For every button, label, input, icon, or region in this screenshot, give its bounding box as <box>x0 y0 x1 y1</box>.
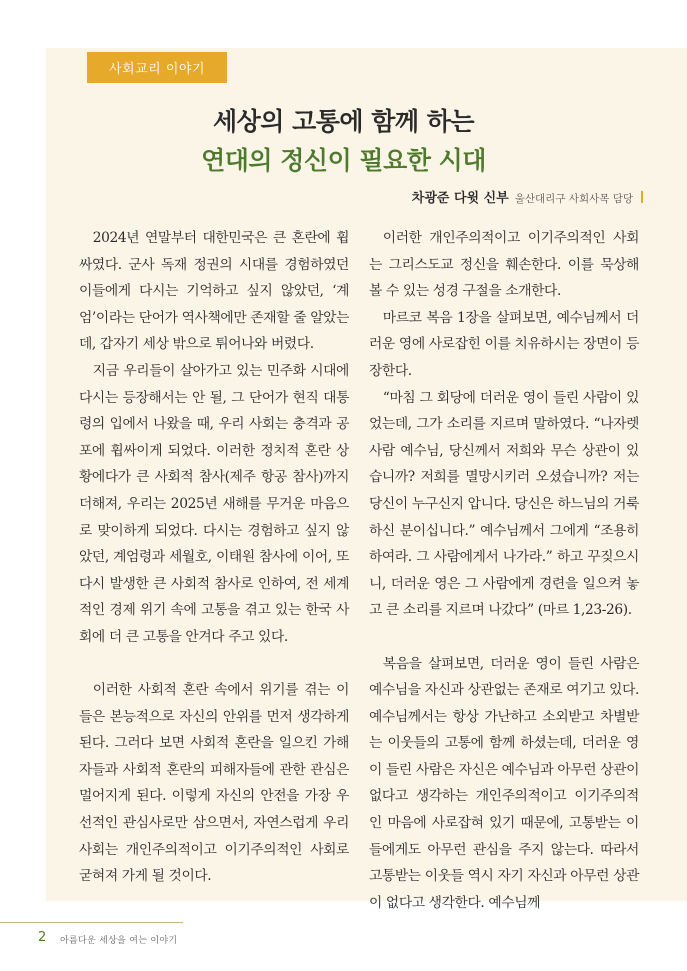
paragraph: 복음을 살펴보면, 더러운 영이 들린 사람은 예수님을 자신과 상관없는 존재로 여기고 있다. 예수님께서는 항상 가난하고 소외받고 차별받는 이웃들의 고통에 함께 하셨는데, 더러운 영이 들린 사람은 자신은 예수님과 아무런 상관이 없다고 생각하는 개인주의적이고 이기주의적인 마음에 사로잡혀 있기 때문에, 고통받는 이들에게도 아무런 관심을 주지 않는다. 따라서 고통받는 이웃들 역시 자기 자신과 아무런 상관이 없다고 생각한다. 예수님께 <box>369 655 639 911</box>
paragraph: 이러한 사회적 혼란 속에서 위기를 겪는 이들은 본능적으로 자신의 안위를 먼저 생각하게 된다. 그러다 보면 사회적 혼란을 일으킨 가해자들과 사회적 혼란의 피해자들에 관한 관심은 멀어지게 된다. 이렇게 자신의 안전을 가장 우선적인 관심사로만 삼으면서, 자연스럽게 우리 사회는 개인주의적이고 이기주의적인 사회로 굳혀져 가게 될 것이다. <box>79 682 349 885</box>
article-title-line-1: 세상의 고통에 함께 하는 <box>212 107 475 136</box>
article-title-line-2: 연대의 정신이 필요한 시대 <box>201 146 486 175</box>
page-number: 2 <box>38 930 47 945</box>
paragraph: 마르코 복음 1장을 살펴보면, 예수님께서 더러운 영에 사로잡힌 이를 치유하시는 장면이 등장한다. <box>369 309 639 379</box>
section-tag: 사회교리 이야기 <box>87 52 227 83</box>
publication-title: 아름다운 세상을 여는 이야기 <box>60 936 178 946</box>
byline-accent-bar <box>641 191 643 203</box>
footer-rule <box>0 922 183 923</box>
paragraph: “마침 그 회당에 더러운 영이 들린 사람이 있었는데, 그가 소리를 지르며 말하였다. “나자렛 사람 예수님, 당신께서 저희와 무슨 상관이 있습니까? 저희를 멸망시키러 오셨습니까? 저는 당신이 누구신지 압니다. 당신은 하느님의 거룩하신 분이십니다.” 예수님께서 그에게 “조용히 하여라. 그 사람에게서 나가라.” 하고 꾸짖으시니, 더러운 영은 그 사람에게 경련을 일으켜 놓고 큰 소리를 지르며 나갔다” (마르 1,23-26). <box>369 389 639 619</box>
paragraph: 이러한 개인주의적이고 이기주의적인 사회는 그리스도교 정신을 훼손한다. 이를 묵상해 볼 수 있는 성경 구절을 소개한다. <box>369 230 639 300</box>
author-role: 울산대리구 사회사목 담당 <box>514 193 633 205</box>
author-name: 차광준 다윗 신부 <box>411 191 509 206</box>
paragraph-gap <box>79 651 349 678</box>
paragraph: 2024년 연말부터 대한민국은 큰 혼란에 휩싸였다. 군사 독재 정권의 시대를 경험하였던 이들에게 다시는 기억하고 싶지 않았던, ‘계엄’이라는 단어가 역사책에만 존재할 줄 알았는데, 갑자기 세상 밖으로 튀어나와 버렸다. <box>79 230 349 353</box>
left-column <box>79 225 349 890</box>
right-column <box>369 225 639 916</box>
paragraph-gap <box>369 624 639 651</box>
paragraph: 지금 우리들이 살아가고 있는 민주화 시대에 다시는 등장해서는 안 될, 그 단어가 현직 대통령의 입에서 나왔을 때, 우리 사회는 충격과 공포에 휩싸이게 되었다. 이러한 정치적 혼란 상황에다가 큰 사회적 참사(제주 항공 참사)까지 더해져, 우리는 2025년 새해를 무거운 마음으로 맞이하게 되었다. 다시는 경험하고 싶지 않았던, 계엄령과 세월호, 이태원 참사에 이어, 또 다시 발생한 큰 사회적 참사로 인하여, 전 세계적인 경제 위기 속에 고통을 겪고 있는 한국 사회에 더 큰 고통을 안겨다 주고 있다. <box>79 362 349 645</box>
byline <box>412 187 643 206</box>
